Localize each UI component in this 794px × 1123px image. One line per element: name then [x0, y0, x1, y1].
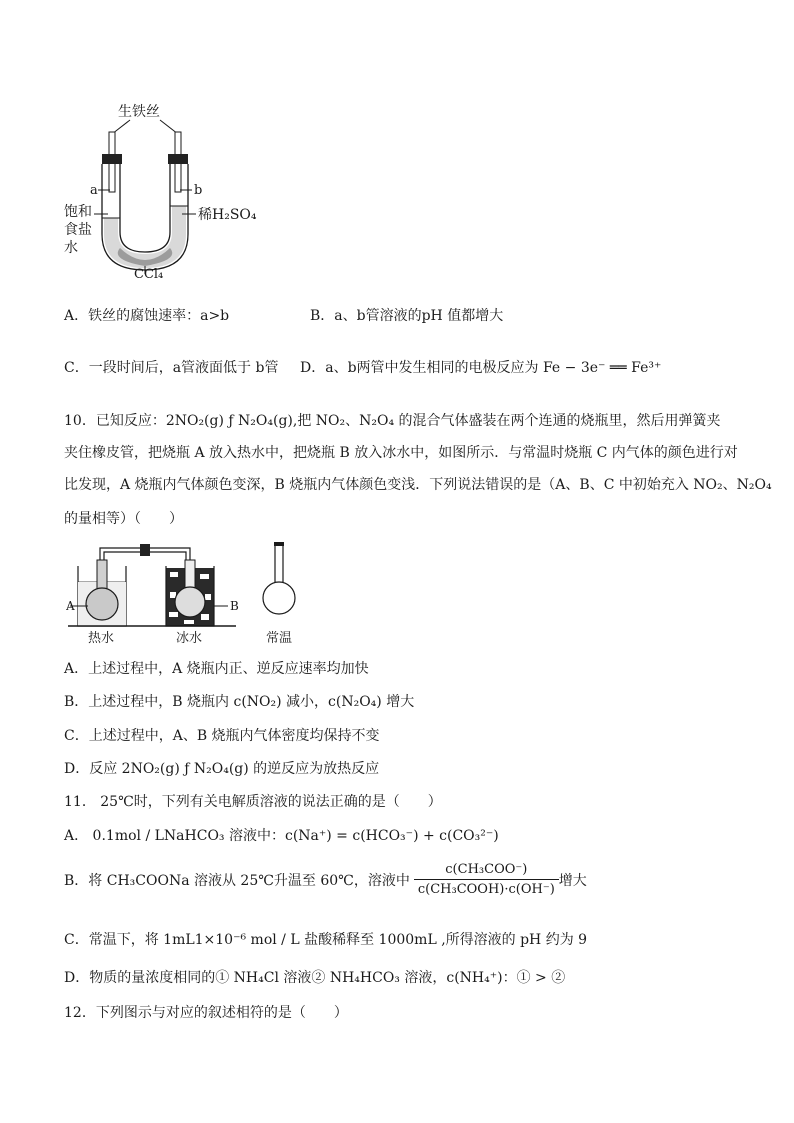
flask-a-label: A — [66, 599, 75, 613]
q12-stem: 12．下列图示与对应的叙述相符的是（ ） — [64, 1005, 348, 1021]
q11-option-b-fraction — [414, 862, 559, 897]
q9-option-d: D．a、b两管中发生相同的电极反应为 Fe − 3e⁻ ══ Fe³⁺ — [300, 360, 662, 376]
ccl4-label: CCl₄ — [134, 267, 164, 280]
saturated-brine-label-3: 水 — [64, 240, 78, 256]
q10-stem-line-2: 夹住橡皮管，把烧瓶 A 放入热水中，把烧瓶 B 放入冰水中，如图所示．与常温时烧瓶 C 内气体的颜色进行对 — [64, 445, 738, 461]
dilute-h2so4-label: 稀H₂SO₄ — [198, 207, 257, 223]
q11-option-b-numerator: c(CH₃COO⁻) — [414, 862, 559, 880]
q10-option-a: A．上述过程中，A 烧瓶内正、逆反应速率均加快 — [64, 661, 369, 677]
q10-stem-line-4: 的量相等）（ ） — [64, 511, 183, 527]
tube-b-label: b — [194, 183, 203, 198]
q11-option-d: D．物质的量浓度相同的① NH₄Cl 溶液② NH₄HCO₃ 溶液，c(NH₄⁺)：① > ② — [64, 970, 566, 986]
iron-wire-label: 生铁丝 — [118, 104, 160, 120]
q11-option-b-suffix: 增大 — [558, 872, 587, 889]
ice-water-caption: 冰水 — [176, 631, 203, 644]
q11-option-b-prefix: B．将 CH₃COONa 溶液从 25℃升温至 60℃，溶液中 — [64, 872, 410, 889]
q10-option-b: B．上述过程中，B 烧瓶内 c(NO₂) 减小，c(N₂O₄) 增大 — [64, 694, 415, 710]
q11-stem: 11． 25℃时，下列有关电解质溶液的说法正确的是（ ） — [64, 794, 442, 810]
u-tube-figure — [60, 98, 260, 280]
hot-water-caption: 热水 — [88, 631, 115, 644]
q10-option-d: D．反应 2NO₂(g) ƒ N₂O₄(g) 的逆反应为放热反应 — [64, 761, 380, 777]
saturated-brine-label-2: 食盐 — [64, 222, 92, 238]
q9-option-c: C．一段时间后，a管液面低于 b管 — [64, 360, 279, 376]
q11-option-b — [64, 862, 587, 897]
q11-option-b-denominator: c(CH₃COOH)·c(OH⁻) — [417, 882, 555, 897]
tube-a-label: a — [90, 183, 98, 198]
saturated-brine-label-1: 饱和 — [64, 204, 92, 220]
q9-option-b: B．a、b管溶液的pH 值都增大 — [310, 308, 504, 324]
flask-b-label: B — [230, 599, 239, 613]
q10-option-c: C．上述过程中，A、B 烧瓶内气体密度均保持不变 — [64, 728, 380, 744]
flask-figure — [66, 538, 306, 644]
q10-stem-line-1: 10．已知反应：2NO₂(g) ƒ N₂O₄(g),把 NO₂、N₂O₄ 的混合气体盛装在两个连通的烧瓶里，然后用弹簧夹 — [64, 413, 721, 429]
q11-option-a: A． 0.1mol / LNaHCO₃ 溶液中：c(Na⁺) = c(HCO₃⁻) + c(CO₃²⁻) — [64, 828, 499, 844]
q11-option-c: C．常温下，将 1mL1×10⁻⁶ mol / L 盐酸稀释至 1000mL ,所得溶液的 pH 约为 9 — [64, 932, 588, 948]
q9-option-a: A．铁丝的腐蚀速率：a>b — [64, 308, 230, 324]
q10-stem-line-3: 比发现，A 烧瓶内气体颜色变深，B 烧瓶内气体颜色变浅．下列说法错误的是（A、B、C 中初始充入 NO₂、N₂O₄ — [64, 477, 772, 493]
room-temp-caption: 常温 — [266, 631, 293, 644]
